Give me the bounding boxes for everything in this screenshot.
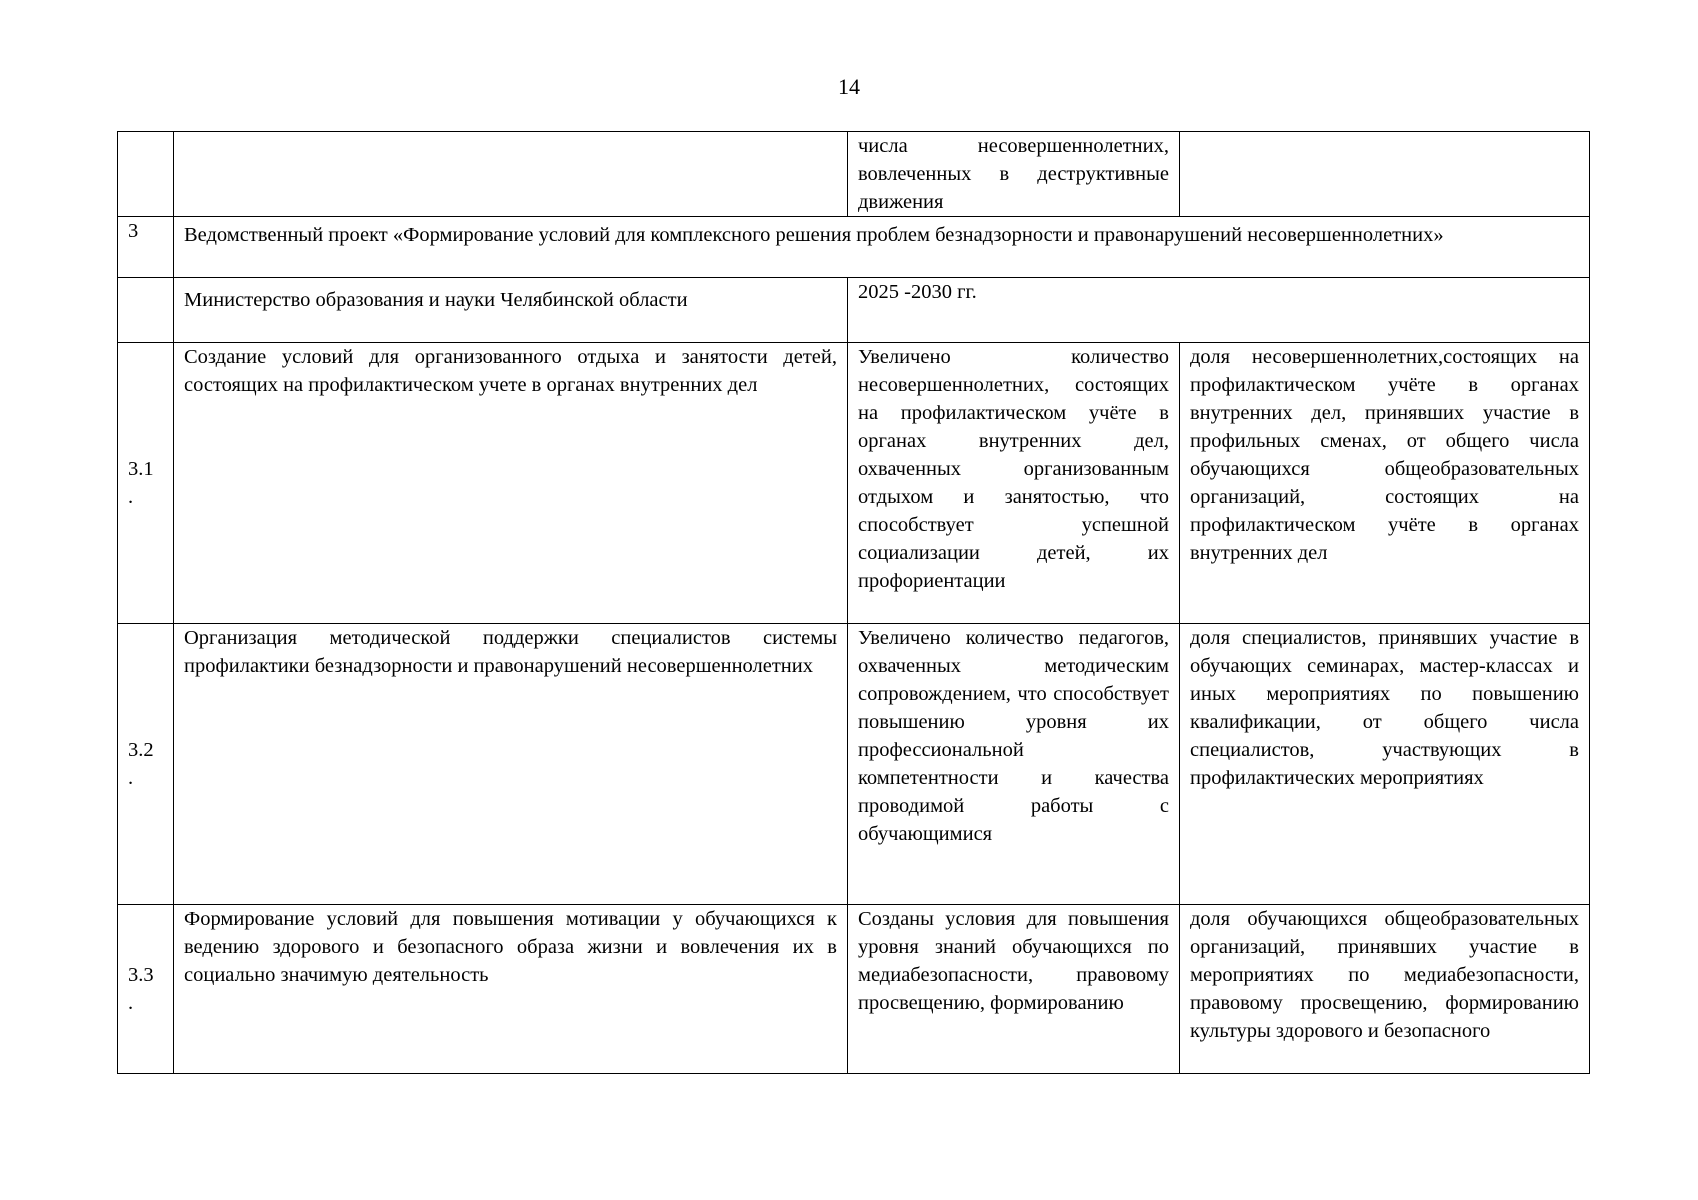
- row-number: [118, 132, 174, 217]
- result-cell: Увеличено количество педагогов, охваченных методическим сопровождением, что способствует повышению уровня их профессиональной компетентности и качества проводимой работы с обучающимися: [848, 624, 1180, 905]
- table-row-project: [118, 217, 1590, 278]
- indicator-cell: доля обучающихся общеобразовательных организаций, принявших участие в мероприятиях по медиабезопасности, правовому просвещению, формированию культуры здорового и безопасного: [1180, 905, 1590, 1074]
- table-row: [118, 343, 1590, 624]
- period-cell: 2025 -2030 гг.: [848, 278, 1590, 343]
- indicator-cell: доля специалистов, принявших участие в обучающих семинарах, мастер-классах и иных мероприятиях по повышению квалификации, от общего числа специалистов, участвующих в профилактических мероприятиях: [1180, 624, 1590, 905]
- row-number: 3.2 .: [118, 624, 174, 905]
- row-number: 3.3 .: [118, 905, 174, 1074]
- project-title-cell: Ведомственный проект «Формирование условий для комплексного решения проблем безнадзорности и правонарушений несовершеннолетних»: [174, 217, 1590, 278]
- table-row: [118, 624, 1590, 905]
- table-row: [118, 132, 1590, 217]
- indicator-cell: доля несовершеннолетних,состоящих на профилактическом учёте в органах внутренних дел, принявших участие в профильных сменах, от общего числа обучающихся общеобразовательных организаций, состоящих на профилактическом учёте в органах внутренних дел: [1180, 343, 1590, 624]
- page-number: 14: [838, 74, 860, 99]
- task-cell: Формирование условий для повышения мотивации у обучающихся к ведению здорового и безопасного образа жизни и вовлечения их в социально значимую деятельность: [174, 905, 848, 1074]
- row-number: 3.1 .: [118, 343, 174, 624]
- row-number: [118, 278, 174, 343]
- program-table: [117, 131, 1590, 1074]
- task-cell: [174, 132, 848, 217]
- row-number: 3: [118, 217, 174, 278]
- indicator-cell: [1180, 132, 1590, 217]
- result-cell: числа несовершеннолетних, вовлеченных в деструктивные движения: [848, 132, 1180, 217]
- result-cell: Увеличено количество несовершеннолетних, состоящих на профилактическом учёте в органах внутренних дел, охваченных организованным отдыхом и занятостью, что способствует успешной социализации детей, их профориентации: [848, 343, 1180, 624]
- table-row-responsible: [118, 278, 1590, 343]
- task-cell: Организация методической поддержки специалистов системы профилактики безнадзорности и правонарушений несовершеннолетних: [174, 624, 848, 905]
- task-cell: Создание условий для организованного отдыха и занятости детей, состоящих на профилактическом учете в органах внутренних дел: [174, 343, 848, 624]
- responsible-cell: Министерство образования и науки Челябинской области: [174, 278, 848, 343]
- table-row: [118, 905, 1590, 1074]
- result-cell: Созданы условия для повышения уровня знаний обучающихся по медиабезопасности, правовому просвещению, формированию: [848, 905, 1180, 1074]
